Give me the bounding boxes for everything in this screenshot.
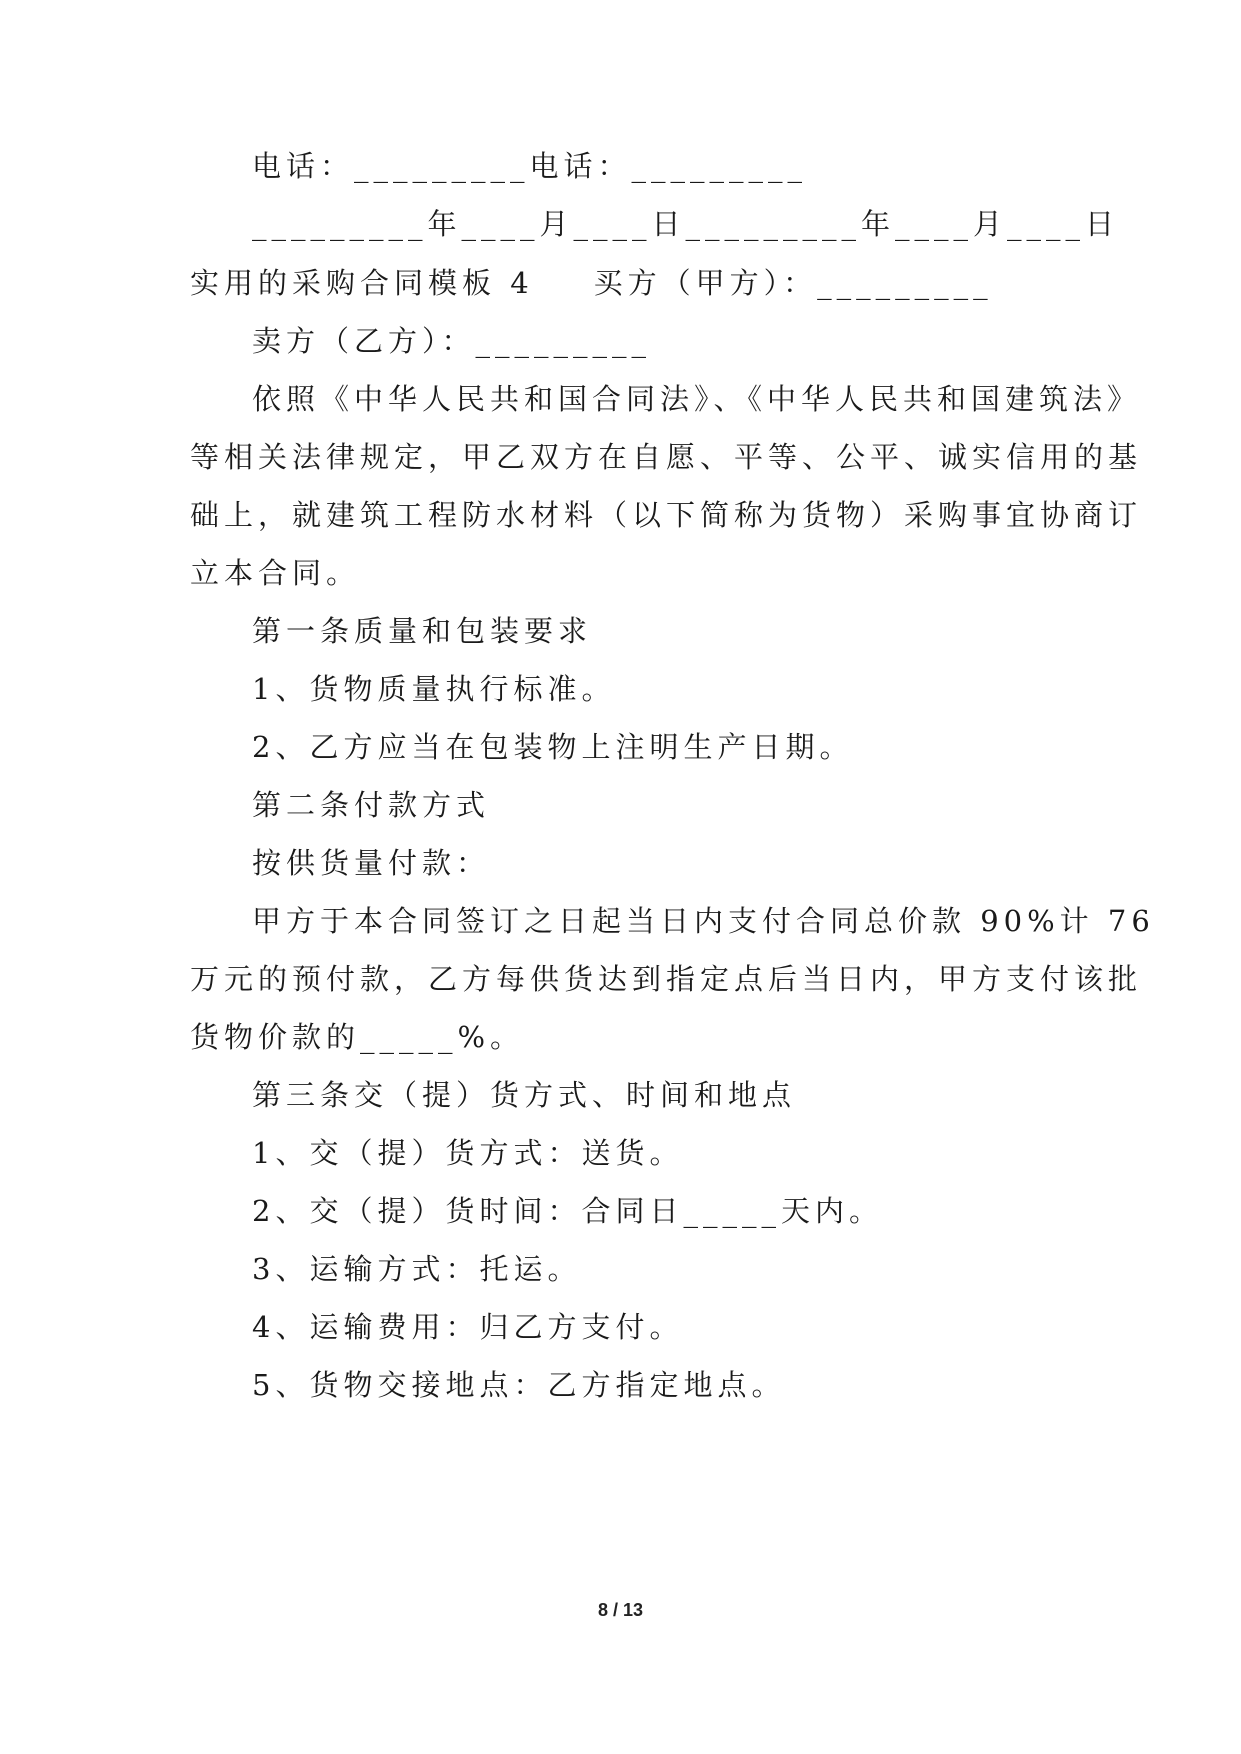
paragraph-line: 依照《中华人民共和国合同法》、《中华人民共和国建筑法》 [252, 382, 1142, 416]
clause-item: 4、运输费用：归乙方支付。 [252, 1310, 684, 1344]
paragraph-line: 等相关法律规定，甲乙双方在自愿、平等、公平、诚实信用的基 [190, 440, 1143, 474]
phone-line: 电话：_________电话：_________ [252, 149, 808, 183]
clause-item: 2、交（提）货时间：合同日_____天内。 [252, 1194, 883, 1228]
paragraph-line: 甲方于本合同签订之日起当日内支付合同总价款 90%计 76 [252, 904, 1155, 938]
article-heading: 第三条交（提）货方式、时间和地点 [252, 1078, 797, 1112]
paragraph-line: 立本合同。 [190, 556, 361, 590]
paragraph-line: 万元的预付款，乙方每供货达到指定点后当日内，甲方支付该批 [190, 962, 1143, 996]
clause-item: 1、货物质量执行标准。 [252, 672, 616, 706]
contract-heading-line [190, 263, 1070, 303]
clause-item: 按供货量付款： [252, 846, 491, 880]
contract-title: 实用的采购合同模板 4 [190, 266, 534, 300]
buyer-field: 买方（甲方）：_________ [593, 266, 993, 300]
article-heading: 第一条质量和包装要求 [252, 614, 593, 648]
paragraph-line: 础上，就建筑工程防水材料（以下简称为货物）采购事宜协商订 [190, 498, 1143, 532]
clause-item: 5、货物交接地点：乙方指定地点。 [252, 1368, 786, 1402]
date-line: _________年____月____日_________年____月____日 [252, 207, 1120, 241]
clause-item: 1、交（提）货方式：送货。 [252, 1136, 684, 1170]
paragraph-line: 货物价款的_____%。 [190, 1020, 525, 1054]
seller-field: 卖方（乙方）：_________ [252, 324, 652, 358]
article-heading: 第二条付款方式 [252, 788, 491, 822]
clause-item: 2、乙方应当在包装物上注明生产日期。 [252, 730, 854, 764]
page-number: 8 / 13 [597, 1600, 644, 1620]
clause-item: 3、运输方式：托运。 [252, 1252, 582, 1286]
